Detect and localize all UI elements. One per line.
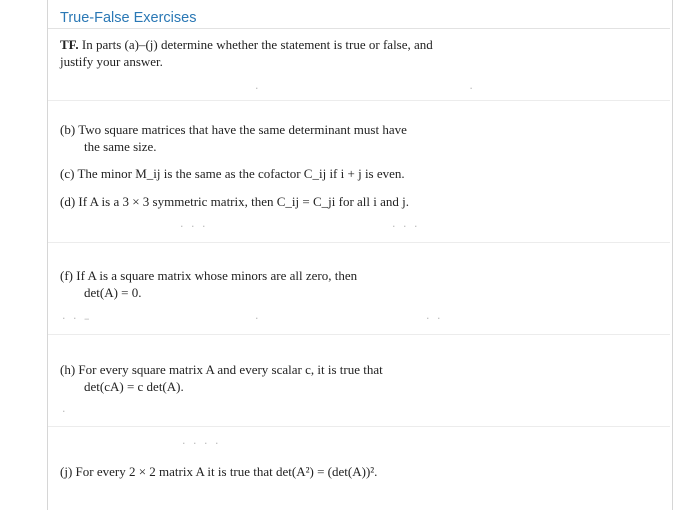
item-text-continued: det(cA) = c det(A).: [84, 379, 184, 394]
item-text: If A is a square matrix whose minors are all zero, then: [76, 268, 358, 283]
divider: [48, 100, 670, 101]
divider: [48, 426, 670, 427]
divider: [48, 28, 670, 29]
item-label: (d): [60, 194, 76, 209]
section-title: True-False Exercises: [60, 10, 197, 26]
faint-artifact: · · · ·: [182, 437, 221, 450]
item-label: (f): [60, 268, 73, 283]
statement-b: [60, 121, 445, 155]
item-text: The minor M_ij is the same as the cofactor C_ij if i + j is even.: [77, 166, 405, 181]
divider: [48, 242, 670, 243]
item-text-continued: det(A) = 0.: [84, 285, 142, 300]
faint-artifact: ·: [255, 312, 261, 325]
statement-c: [60, 165, 445, 182]
exercise-intro: [60, 36, 440, 70]
statement-d: [60, 193, 445, 210]
faint-artifact: · · ·: [180, 220, 208, 233]
item-label: (j): [60, 464, 73, 479]
item-label: (c): [60, 166, 75, 181]
exercise-instructions: In parts (a)–(j) determine whether the statement is true or false, and justify your answer.: [60, 37, 433, 69]
item-text: Two square matrices that have the same determinant must have: [78, 122, 407, 137]
item-text: If A is a 3 × 3 symmetric matrix, then C_ij = C_ji for all i and j.: [78, 194, 410, 209]
item-text: For every 2 × 2 matrix A it is true that det(A²) = (det(A))².: [75, 464, 378, 479]
faint-artifact: · ·: [426, 312, 443, 325]
statement-j: [60, 463, 460, 480]
item-label: (b): [60, 122, 76, 137]
faint-artifact: · · –: [62, 312, 92, 325]
exercise-label: TF.: [60, 37, 79, 52]
faint-artifact: · ·: [255, 82, 475, 95]
item-text-continued: the same size.: [84, 139, 157, 154]
item-label: (h): [60, 362, 76, 377]
statement-f: [60, 267, 445, 301]
faint-artifact: · · ·: [392, 220, 420, 233]
statement-h: [60, 361, 445, 395]
item-text: For every square matrix A and every scalar c, it is true that: [78, 362, 383, 377]
faint-artifact: ·: [62, 405, 68, 418]
page-frame: [47, 0, 673, 510]
divider: [48, 334, 670, 335]
